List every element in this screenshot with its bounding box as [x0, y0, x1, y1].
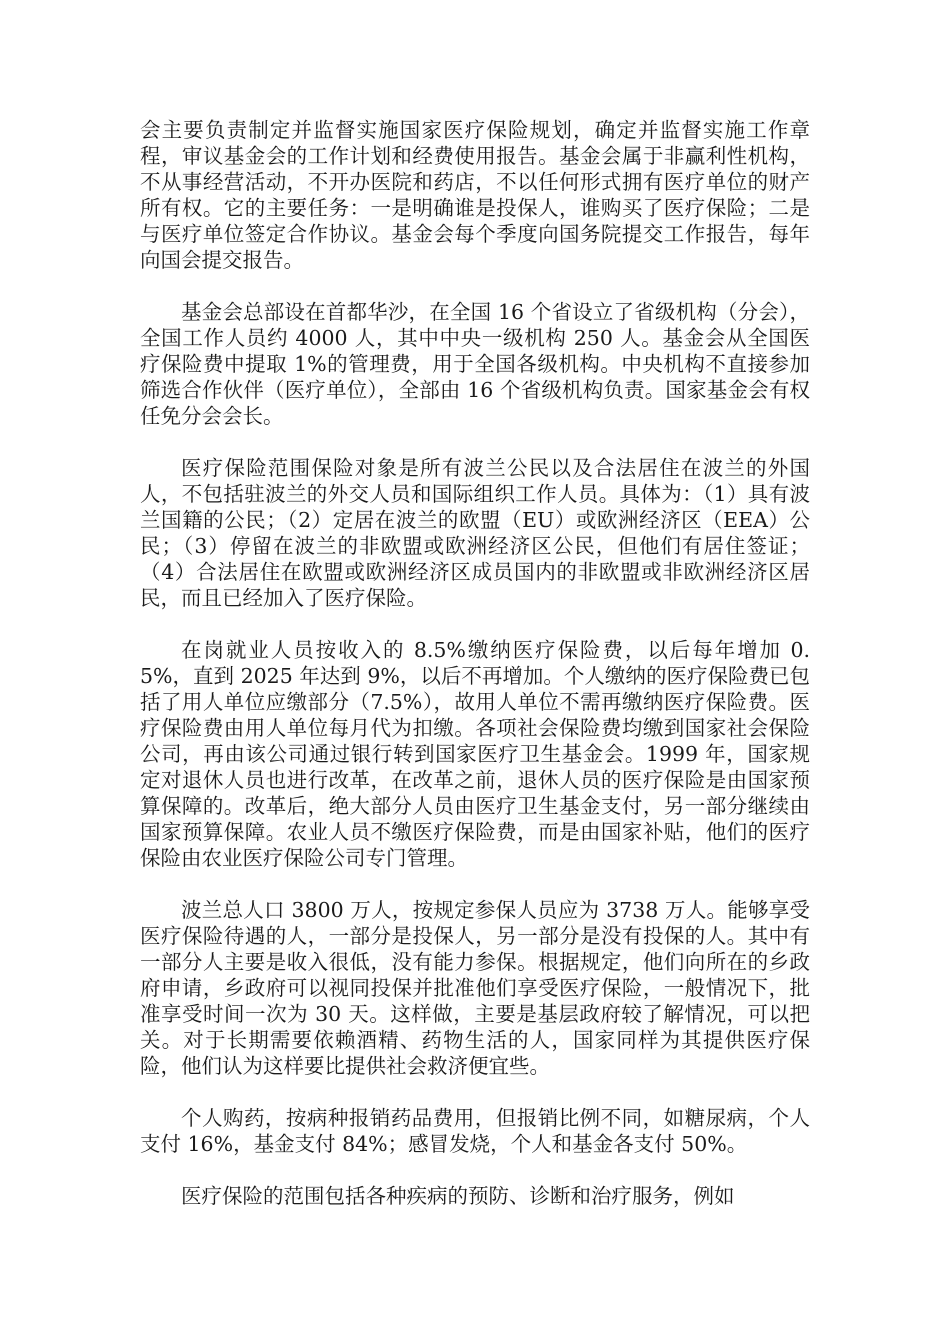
paragraph-1: 会主要负责制定并监督实施国家医疗保险规划，确定并监督实施工作章程，审议基金会的工作计划和经费使用报告。基金会属于非赢利性机构，不从事经营活动，不开办医院和药店，不以任何形式拥有医疗单位的财产所有权。它的主要任务：一是明确谁是投保人，谁购买了医疗保险；二是与医疗单位签定合作协议。基金会每个季度向国务院提交工作报告，每年向国会提交报告。 — [140, 118, 810, 272]
paragraph-2: 基金会总部设在首都华沙，在全国 16 个省设立了省级机构（分会），全国工作人员约 4000 人，其中中央一级机构 250 人。基金会从全国医疗保险费中提取 1%的管理费，用于全国各级机构。中央机构不直接参加筛选合作伙伴（医疗单位），全部由 16 个省级机构负责。国家基金会有权任免分会会长。 — [140, 300, 810, 428]
document-body — [140, 117, 810, 1235]
paragraph-3: 医疗保险范围保险对象是所有波兰公民以及合法居住在波兰的外国人，不包括驻波兰的外交人员和国际组织工作人员。具体为：（1）具有波兰国籍的公民；（2）定居在波兰的欧盟（EU）或欧洲经济区（EEA）公民；（3）停留在波兰的非欧盟或欧洲经济区公民，但他们有居住签证；（4）合法居住在欧盟或欧洲经济区成员国内的非欧盟或非欧洲经济区居民，而且已经加入了医疗保险。 — [140, 456, 810, 610]
paragraph-7: 医疗保险的范围包括各种疾病的预防、诊断和治疗服务，例如 — [181, 1184, 735, 1208]
paragraph-5: 波兰总人口 3800 万人，按规定参保人员应为 3738 万人。能够享受医疗保险待遇的人，一部分是投保人，另一部分是没有投保的人。其中有一部分人主要是收入很低，没有能力参保。根据规定，他们向所在的乡政府申请，乡政府可以视同投保并批准他们享受医疗保险，一般情况下，批准享受时间一次为 30 天。这样做，主要是基层政府较了解情况，可以把关。对于长期需要依赖酒精、药物生活的人，国家同样为其提供医疗保险，他们认为这样要比提供社会救济便宜些。 — [140, 898, 810, 1078]
paragraph-4: 在岗就业人员按收入的 8.5%缴纳医疗保险费，以后每年增加 0.5%，直到 2025 年达到 9%，以后不再增加。个人缴纳的医疗保险费已包括了用人单位应缴部分（7.5%），故用人单位不需再缴纳医疗保险费。医疗保险费由用人单位每月代为扣缴。各项社会保险费均缴到国家社会保险公司，再由该公司通过银行转到国家医疗卫生基金会。1999 年，国家规定对退休人员也进行改革，在改革之前，退休人员的医疗保险是由国家预算保障的。改革后，绝大部分人员由医疗卫生基金支付，另一部分继续由国家预算保障。农业人员不缴医疗保险费，而是由国家补贴，他们的医疗保险由农业医疗保险公司专门管理。 — [140, 638, 810, 870]
paragraph-6: 个人购药，按病种报销药品费用，但报销比例不同，如糖尿病，个人支付 16%，基金支付 84%；感冒发烧，个人和基金各支付 50%。 — [140, 1106, 810, 1156]
